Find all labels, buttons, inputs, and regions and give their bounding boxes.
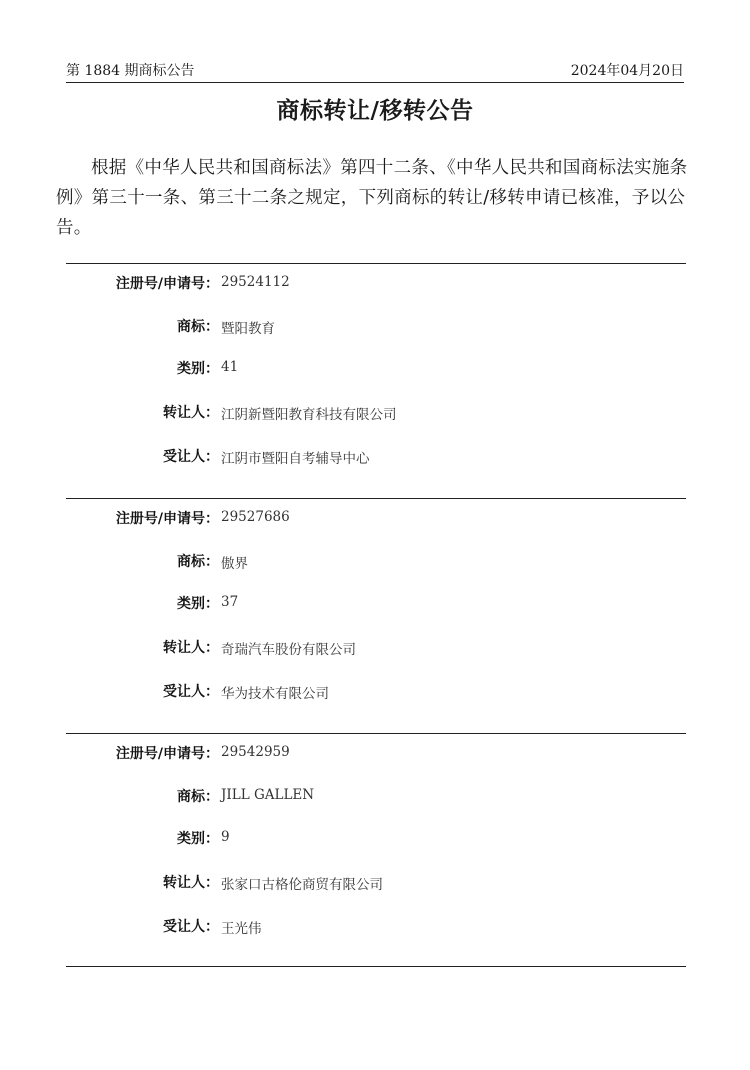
assignee-value: 华为技术有限公司 <box>221 686 329 702</box>
reg-no-value: 29527686 <box>221 509 290 525</box>
assignor-row <box>66 872 686 894</box>
reg-no-label: 注册号/申请号： <box>115 746 219 762</box>
assignor-value: 张家口古格伦商贸有限公司 <box>221 877 383 893</box>
class-value: 37 <box>221 594 239 610</box>
assignee-label: 受让人： <box>163 449 219 465</box>
class-row <box>66 593 686 615</box>
class-label: 类别： <box>177 831 219 847</box>
mark-value: 暨阳教育 <box>221 321 275 337</box>
assignor-row <box>66 402 686 424</box>
reg-no-label: 注册号/申请号： <box>115 276 219 292</box>
reg-no-value: 29524112 <box>221 274 290 290</box>
reg-no-value: 29542959 <box>221 744 290 760</box>
assignor-label: 转让人： <box>163 640 219 656</box>
class-label: 类别： <box>177 361 219 377</box>
reg-no-label: 注册号/申请号： <box>115 511 219 527</box>
mark-row <box>66 316 686 338</box>
page-header <box>66 58 684 83</box>
assignor-value: 奇瑞汽车股份有限公司 <box>221 642 356 658</box>
reg-no-row <box>66 743 686 765</box>
mark-label: 商标： <box>177 319 219 335</box>
class-value: 41 <box>221 359 239 375</box>
mark-value: 傲界 <box>221 556 248 572</box>
class-row <box>66 828 686 850</box>
class-row <box>66 358 686 380</box>
assignor-row <box>66 637 686 659</box>
assignee-label: 受让人： <box>163 919 219 935</box>
records-list <box>66 263 686 967</box>
mark-row <box>66 786 686 808</box>
assignor-value: 江阴新暨阳教育科技有限公司 <box>221 407 397 423</box>
mark-label: 商标： <box>177 789 219 805</box>
mark-label: 商标： <box>177 554 219 570</box>
page-title: 商标转让/移转公告 <box>276 98 474 124</box>
assignor-label: 转让人： <box>163 405 219 421</box>
assignee-value: 王光伟 <box>221 921 262 937</box>
assignee-row <box>66 681 686 703</box>
issue-date: 2024年04月20日 <box>570 63 684 79</box>
record-entry <box>66 263 686 498</box>
assignee-row <box>66 916 686 938</box>
mark-value: JILL GALLEN <box>221 787 315 803</box>
reg-no-row <box>66 273 686 295</box>
intro-paragraph: 根据《中华人民共和国商标法》第四十二条、《中华人民共和国商标法实施条例》第三十一条、第三十二条之规定，下列商标的转让/移转申请已核准，予以公告。 <box>56 158 688 238</box>
mark-row <box>66 551 686 573</box>
assignee-row <box>66 446 686 468</box>
record-entry <box>66 733 686 967</box>
issue-number: 第 1884 期商标公告 <box>66 63 195 79</box>
assignor-label: 转让人： <box>163 875 219 891</box>
assignee-value: 江阴市暨阳自考辅导中心 <box>221 451 370 467</box>
class-value: 9 <box>221 829 230 845</box>
record-entry <box>66 498 686 733</box>
assignee-label: 受让人： <box>163 684 219 700</box>
class-label: 类别： <box>177 596 219 612</box>
reg-no-row <box>66 508 686 530</box>
